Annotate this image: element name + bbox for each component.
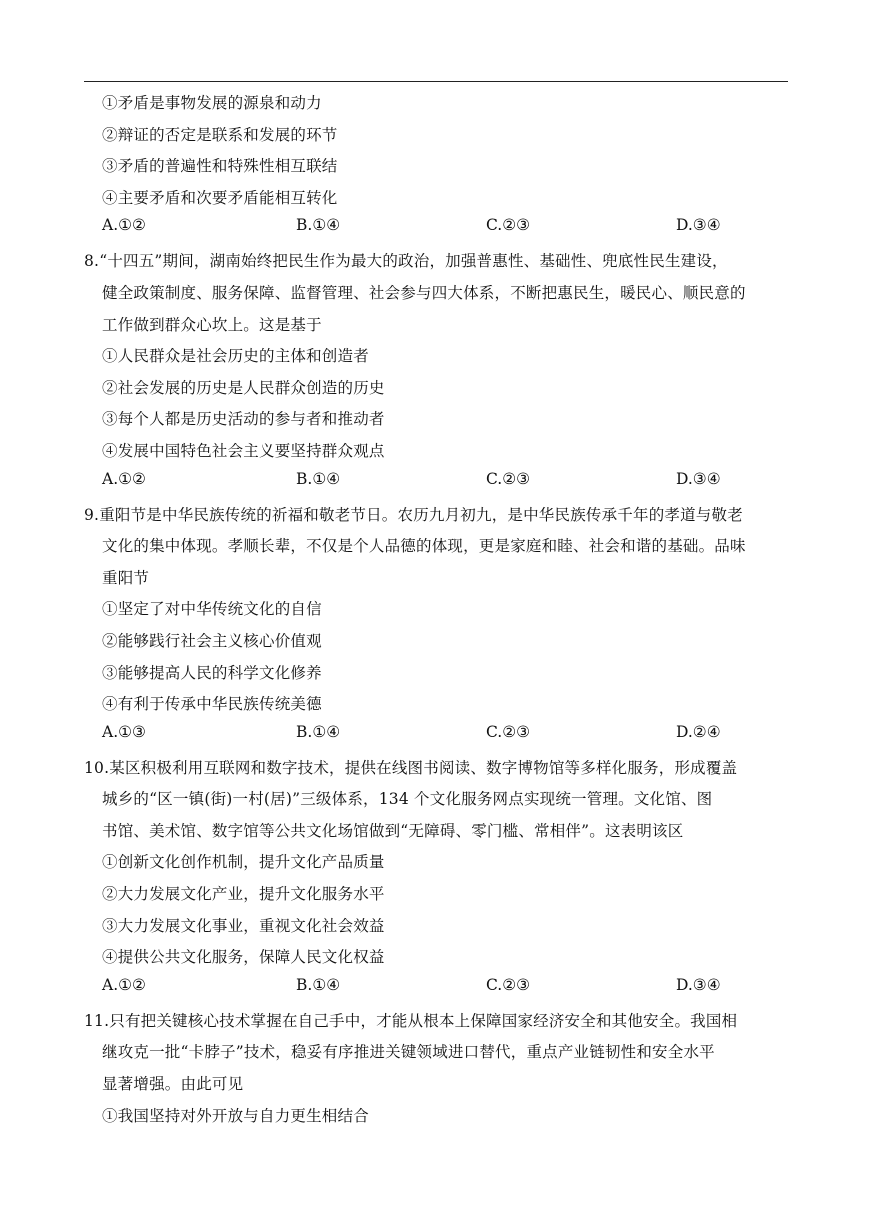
- choice-a: A.①②: [102, 469, 146, 488]
- option-line: ①创新文化创作机制，提升文化产品质量: [102, 853, 385, 872]
- choice-c: C.②③: [486, 216, 531, 235]
- question-stem: 书馆、美术馆、数字馆等公共文化场馆做到“无障碍、零门槛、常相伴”。这表明该区: [102, 821, 684, 840]
- option-line: ③能够提高人民的科学文化修养: [102, 663, 322, 682]
- option-line: ②辩证的否定是联系和发展的环节: [102, 125, 338, 144]
- question-stem: 重阳节: [102, 568, 150, 587]
- option-line: ①坚定了对中华传统文化的自信: [102, 600, 322, 619]
- choice-d: D.②④: [676, 722, 721, 741]
- option-line: ①人民群众是社会历史的主体和创造者: [102, 347, 369, 366]
- choice-b: B.①④: [296, 216, 341, 235]
- answer-choices: [84, 721, 794, 743]
- choice-d: D.③④: [676, 216, 721, 235]
- option-line: ④有利于传承中华民族传统美德: [102, 695, 322, 714]
- question-stem: 11.只有把关键核心技术掌握在自己手中，才能从根本上保障国家经济安全和其他安全。我国相: [84, 1011, 738, 1030]
- choice-b: B.①④: [296, 975, 341, 994]
- choice-c: C.②③: [486, 722, 531, 741]
- question-stem: 9.重阳节是中华民族传统的祈福和敬老节日。农历九月初九，是中华民族传承千年的孝道与敬老: [84, 505, 743, 524]
- option-line: ①我国坚持对外开放与自力更生相结合: [102, 1106, 369, 1125]
- option-line: ④发展中国特色社会主义要坚持群众观点: [102, 441, 385, 460]
- question-10: [84, 753, 794, 996]
- question-11: [84, 1006, 794, 1132]
- question-9: [84, 500, 794, 743]
- choice-a: A.①③: [102, 722, 146, 741]
- question-7: [84, 88, 794, 236]
- question-stem: 健全政策制度、服务保障、监督管理、社会参与四大体系，不断把惠民生，暖民心、顺民意的: [102, 283, 746, 302]
- choice-d: D.③④: [676, 975, 721, 994]
- option-line: ②能够践行社会主义核心价值观: [102, 631, 322, 650]
- question-stem: 工作做到群众心坎上。这是基于: [102, 315, 322, 334]
- question-8: [84, 246, 794, 489]
- option-line: ③矛盾的普遍性和特殊性相互联结: [102, 157, 338, 176]
- option-line: ②大力发展文化产业，提升文化服务水平: [102, 885, 385, 904]
- question-stem: 文化的集中体现。孝顺长辈，不仅是个人品德的体现，更是家庭和睦、社会和谐的基础。品味: [102, 537, 746, 556]
- question-stem: 继攻克一批“卡脖子”技术，稳妥有序推进关键领域进口替代，重点产业链韧性和安全水平: [102, 1043, 715, 1062]
- option-line: ④提供公共文化服务，保障人民文化权益: [102, 948, 385, 967]
- choice-b: B.①④: [296, 722, 341, 741]
- option-line: ③每个人都是历史活动的参与者和推动者: [102, 410, 385, 429]
- option-line: ④主要矛盾和次要矛盾能相互转化: [102, 188, 338, 207]
- choice-d: D.③④: [676, 469, 721, 488]
- option-line: ①矛盾是事物发展的源泉和动力: [102, 94, 322, 112]
- answer-choices: [84, 214, 794, 236]
- choice-c: C.②③: [486, 469, 531, 488]
- choice-a: A.①②: [102, 975, 146, 994]
- exam-page: [84, 88, 794, 1132]
- choice-c: C.②③: [486, 975, 531, 994]
- question-stem: 城乡的“区一镇(街)一村(居)”三级体系，134 个文化服务网点实现统一管理。文化馆、图: [102, 790, 713, 809]
- choice-a: A.①②: [102, 216, 146, 235]
- choice-b: B.①④: [296, 469, 341, 488]
- question-stem: 10.某区积极利用互联网和数字技术，提供在线图书阅读、数字博物馆等多样化服务，形成覆盖: [84, 758, 738, 777]
- question-stem: 8.“十四五”期间，湖南始终把民生作为最大的政治，加强普惠性、基础性、兜底性民生建设，: [84, 252, 728, 271]
- option-line: ②社会发展的历史是人民群众创造的历史: [102, 378, 385, 397]
- answer-choices: [84, 974, 794, 996]
- question-stem: 显著增强。由此可见: [102, 1075, 244, 1094]
- option-line: ③大力发展文化事业，重视文化社会效益: [102, 916, 385, 935]
- answer-choices: [84, 468, 794, 490]
- header-rule: [84, 81, 788, 82]
